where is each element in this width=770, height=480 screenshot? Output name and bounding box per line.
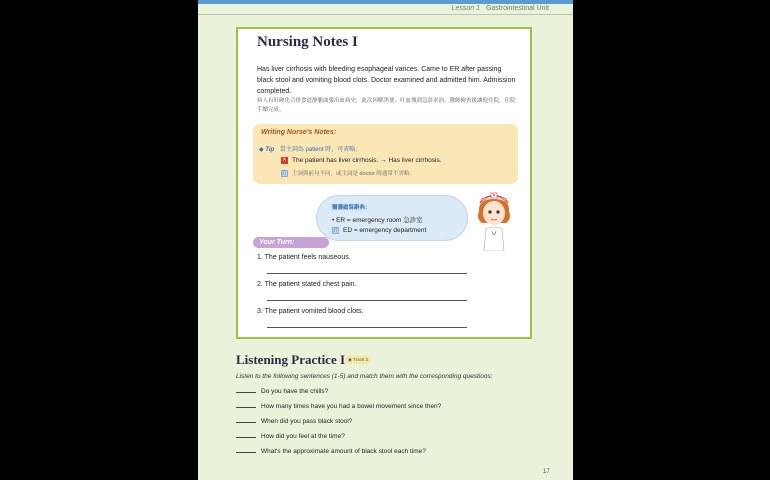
- match-item-text: When did you pass black stool?: [261, 418, 353, 425]
- your-turn-question: 2. The patient stated chest pain.: [257, 281, 357, 288]
- unit-label: Gastrointestinal Unit: [485, 5, 549, 12]
- nursing-notes-box: [236, 27, 532, 339]
- match-item: [236, 403, 441, 410]
- abbreviation-cloud: [316, 195, 468, 241]
- tip-row: [259, 144, 361, 153]
- listening-practice-title: Listening Practice I: [236, 352, 346, 367]
- answer-blank[interactable]: [236, 407, 256, 408]
- your-turn-question: 1. The patient feels nauseous.: [257, 254, 351, 261]
- answer-line[interactable]: [267, 327, 467, 328]
- header-divider: [198, 14, 573, 15]
- nursing-notes-chinese: 病人有肝硬化合併食道靜脈曲張出血病史，此次因解黑便、吐血塊到急診求治。醫師檢查後讓他住院，住院手續完成。: [257, 98, 516, 113]
- cloud-item-ed-text: ED = emergency department: [343, 227, 427, 235]
- textbook-page: [198, 0, 573, 480]
- cd-icon: ◉: [348, 357, 352, 362]
- your-turn-question: 3. The patient vomited blood clots.: [257, 308, 364, 315]
- match-item-text: What's the approximate amount of black stool each time?: [261, 448, 426, 455]
- note-mark-icon: 註: [333, 228, 339, 234]
- listening-instructions: Listen to the following sentences (1-5) and match them with the corresponding questions:: [236, 373, 493, 380]
- match-item: [236, 418, 352, 425]
- answer-line[interactable]: [267, 273, 467, 274]
- writing-notes-title: Writing Nurse's Notes:: [261, 129, 337, 136]
- your-turn-label: Your Turn:: [253, 237, 329, 248]
- answer-blank[interactable]: [236, 452, 256, 453]
- answer-blank[interactable]: [236, 422, 256, 423]
- diamond-icon: ◆: [259, 147, 264, 153]
- answer-blank[interactable]: [236, 392, 256, 393]
- page-number: 17: [543, 469, 550, 475]
- cloud-item-er: • ER = emergency room 急診室: [332, 217, 423, 224]
- example-row: [281, 157, 442, 164]
- note-mark-icon: 註: [282, 171, 288, 178]
- note-row: [281, 169, 415, 177]
- answer-blank[interactable]: [236, 437, 256, 438]
- lesson-label: Lesson 1: [451, 5, 480, 12]
- tip-label: Tip: [265, 147, 275, 153]
- writing-notes-box: [253, 124, 518, 184]
- match-item-text: Do you have the chills?: [261, 388, 329, 395]
- note-text: 主詞與前句不同，或主詞是 doctor 時通常不省略。: [292, 171, 415, 177]
- nurse-illustration-icon: [472, 189, 516, 251]
- nursing-notes-title: Nursing Notes I: [257, 34, 358, 50]
- match-item-text: How many times have you had a bowel movement since then?: [261, 403, 442, 410]
- answer-line[interactable]: [267, 300, 467, 301]
- match-item: [236, 388, 328, 395]
- example-text: The patient has liver cirrhosis. → Has liver cirrhosis.: [292, 157, 442, 165]
- cloud-title: 醫護縮寫辭典：: [332, 205, 371, 211]
- cloud-item-ed: [332, 227, 426, 234]
- nursing-notes-paragraph: Has liver cirrhosis with bleeding esophageal varices. Came to ER after passing black stool and vomiting blood clots. Doctor examined and admitted him. Admission completed.: [257, 66, 516, 95]
- track-label: Track 3: [353, 357, 368, 362]
- match-item: [236, 448, 426, 455]
- wrong-mark-icon: ✕: [282, 157, 287, 163]
- tip-text: 當主詞為 patient 時，可省略。: [279, 147, 362, 153]
- audio-track-badge[interactable]: [345, 355, 371, 364]
- match-item-text: How did you feel at the time?: [261, 433, 345, 440]
- top-accent-bar: [198, 0, 573, 4]
- match-item: [236, 433, 345, 440]
- lesson-header: [452, 5, 549, 12]
